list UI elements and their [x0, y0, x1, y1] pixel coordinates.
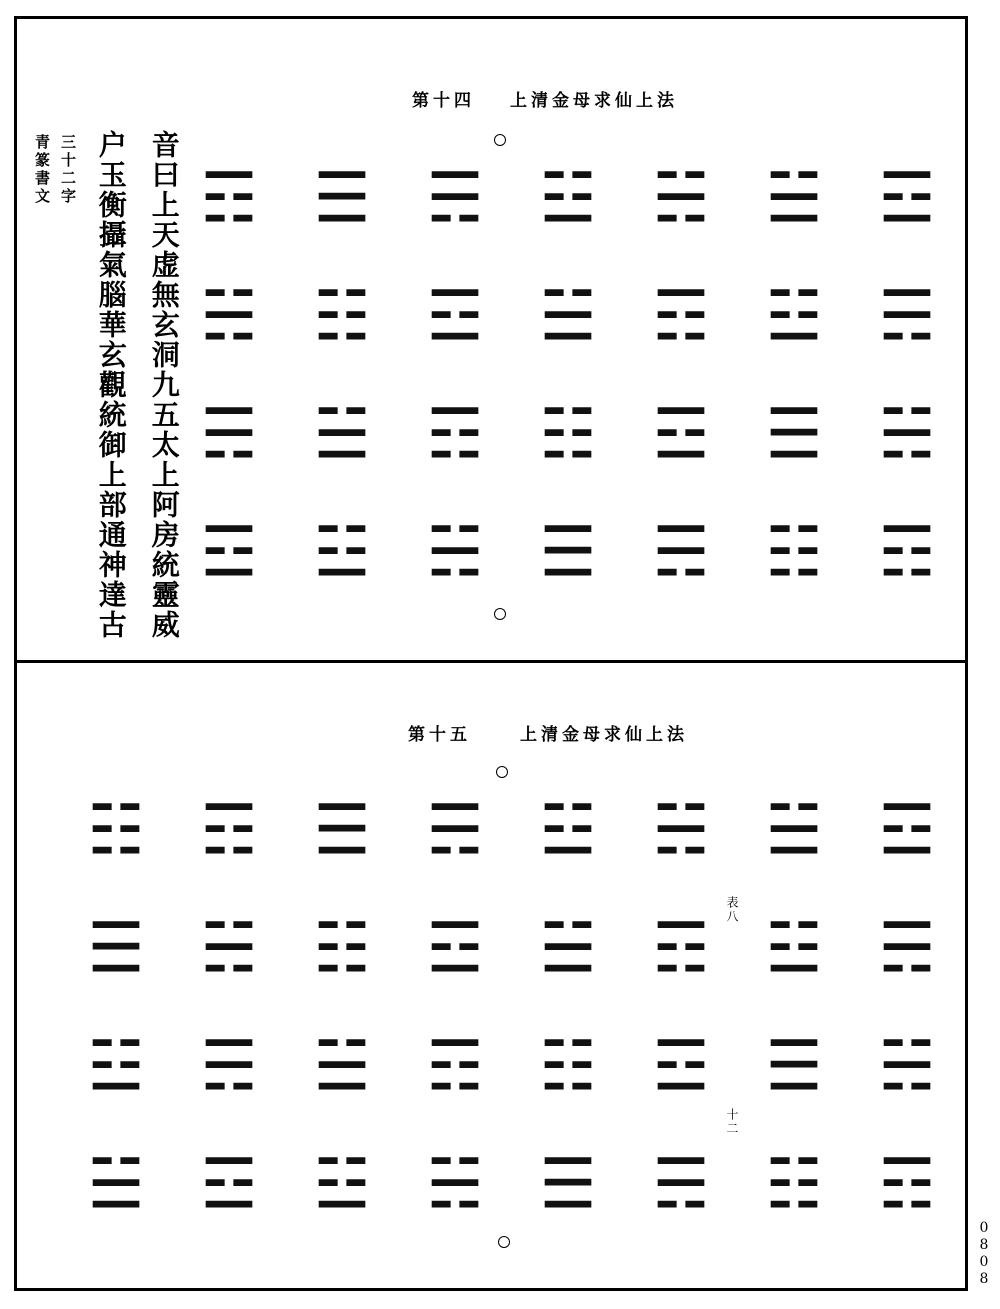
- top-seal-glyph: ☱: [313, 395, 371, 475]
- bottom-seal-glyph: ☵: [878, 1027, 936, 1107]
- top-note-line1: 音曰上天虚無玄洞九五太上阿房統靈威: [147, 130, 181, 640]
- top-seal-glyph: ☴: [652, 513, 710, 593]
- bottom-margin-note-top: 表八: [725, 896, 739, 924]
- bottom-column: [636, 772, 726, 1244]
- top-note-line2: 户玉衡攝氣腦華玄觀統御上部通神達古: [94, 130, 128, 640]
- bottom-seal-glyph: ☶: [200, 791, 258, 871]
- top-seal-glyph: ☰: [539, 513, 597, 593]
- top-column: [636, 140, 726, 612]
- top-seal-glyph: ☶: [652, 277, 710, 357]
- bottom-header-section-wrap: [408, 720, 471, 745]
- top-seal-glyph: ☵: [426, 513, 484, 593]
- top-seal-glyph: ☷: [313, 277, 371, 357]
- top-seal-glyph: ☵: [878, 395, 936, 475]
- top-column: [410, 140, 500, 612]
- bottom-header-title: 上清金母求仙上法: [520, 725, 688, 745]
- top-note-small2: 青篆書文: [33, 134, 51, 206]
- top-seal-glyph: ☶: [426, 395, 484, 475]
- bottom-seal-glyph: ☳: [87, 1027, 145, 1107]
- top-note-small1: 三十二字: [59, 134, 77, 206]
- top-seal-glyph: ☱: [765, 159, 823, 239]
- section-divider: [14, 660, 968, 663]
- bottom-seal-glyph: ☲: [652, 1027, 710, 1107]
- top-seal-glyph: ☲: [652, 395, 710, 475]
- top-seal-glyph: ☶: [878, 513, 936, 593]
- bottom-seal-glyph: ☱: [313, 1027, 371, 1107]
- top-column: [862, 140, 952, 612]
- top-header-title: 上清金母求仙上法: [510, 91, 678, 111]
- page-number: 0808: [976, 1220, 992, 1288]
- bottom-seal-glyph: ☶: [426, 1027, 484, 1107]
- bottom-seal-glyph: ☳: [765, 909, 823, 989]
- bottom-seal-glyph: ☱: [765, 791, 823, 871]
- top-seal-glyph: ☶: [200, 159, 258, 239]
- bottom-seal-glyph: ☲: [426, 909, 484, 989]
- top-seal-glyph: ☰: [765, 395, 823, 475]
- top-seal-glyph: ☷: [765, 513, 823, 593]
- top-seal-glyph: ☳: [765, 277, 823, 357]
- bottom-seal-glyph: ☱: [539, 909, 597, 989]
- top-seal-glyph: ☴: [878, 277, 936, 357]
- bottom-seal-glyph: ☴: [200, 1027, 258, 1107]
- top-seal-glyph: ☵: [200, 277, 258, 357]
- bottom-seal-glyph: ☰: [313, 791, 371, 871]
- bottom-column: [862, 772, 952, 1244]
- bottom-seal-glyph: ☲: [200, 1145, 258, 1225]
- bottom-seal-glyph: ☷: [539, 1027, 597, 1107]
- bottom-seal-glyph: ☶: [652, 909, 710, 989]
- top-seal-glyph: ☳: [539, 159, 597, 239]
- top-seal-glyph: ☰: [313, 159, 371, 239]
- bottom-seal-glyph: ☱: [87, 1145, 145, 1225]
- bottom-column: [71, 772, 161, 1244]
- top-seal-glyph: ☲: [200, 513, 258, 593]
- bottom-seal-glyph: ☴: [878, 909, 936, 989]
- bottom-seal-glyph: ☳: [539, 791, 597, 871]
- top-seal-glyph: ☱: [539, 277, 597, 357]
- bottom-seal-glyph: ☰: [539, 1145, 597, 1225]
- bottom-seal-glyph: ☵: [426, 1145, 484, 1225]
- top-header-section-wrap: [412, 86, 475, 111]
- bottom-seal-glyph: ☷: [765, 1145, 823, 1225]
- bottom-seal-glyph: ☷: [87, 791, 145, 871]
- bottom-column: [184, 772, 274, 1244]
- bottom-seal-glyph: ☳: [313, 1145, 371, 1225]
- bottom-seal-glyph: ☶: [878, 1145, 936, 1225]
- bottom-column: [749, 772, 839, 1244]
- bottom-seal-glyph: ☰: [87, 909, 145, 989]
- bottom-column: [297, 772, 387, 1244]
- bottom-seal-glyph: ☷: [313, 909, 371, 989]
- top-seal-glyph: ☲: [426, 277, 484, 357]
- bottom-seal-glyph: ☴: [426, 791, 484, 871]
- bottom-margin-note-bottom: 十二: [725, 1108, 739, 1136]
- top-header-section: 第十四: [412, 91, 475, 111]
- top-seal-glyph: ☴: [200, 395, 258, 475]
- top-header: [510, 86, 678, 111]
- top-column: [297, 140, 387, 612]
- top-seal-glyph: ☷: [539, 395, 597, 475]
- top-column: [184, 140, 274, 612]
- bottom-header-section: 第十五: [408, 725, 471, 745]
- bottom-header: [520, 720, 688, 745]
- top-column: [523, 140, 613, 612]
- bottom-seal-glyph: ☵: [200, 909, 258, 989]
- bottom-seal-glyph: ☲: [878, 791, 936, 871]
- top-seal-glyph: ☲: [878, 159, 936, 239]
- top-seal-glyph: ☵: [652, 159, 710, 239]
- bottom-seal-glyph: ☰: [765, 1027, 823, 1107]
- top-seal-glyph: ☳: [313, 513, 371, 593]
- top-seal-glyph: ☴: [426, 159, 484, 239]
- bottom-seal-glyph: ☴: [652, 1145, 710, 1225]
- bottom-column: [410, 772, 500, 1244]
- top-column: [749, 140, 839, 612]
- bottom-seal-glyph: ☵: [652, 791, 710, 871]
- bottom-column: [523, 772, 613, 1244]
